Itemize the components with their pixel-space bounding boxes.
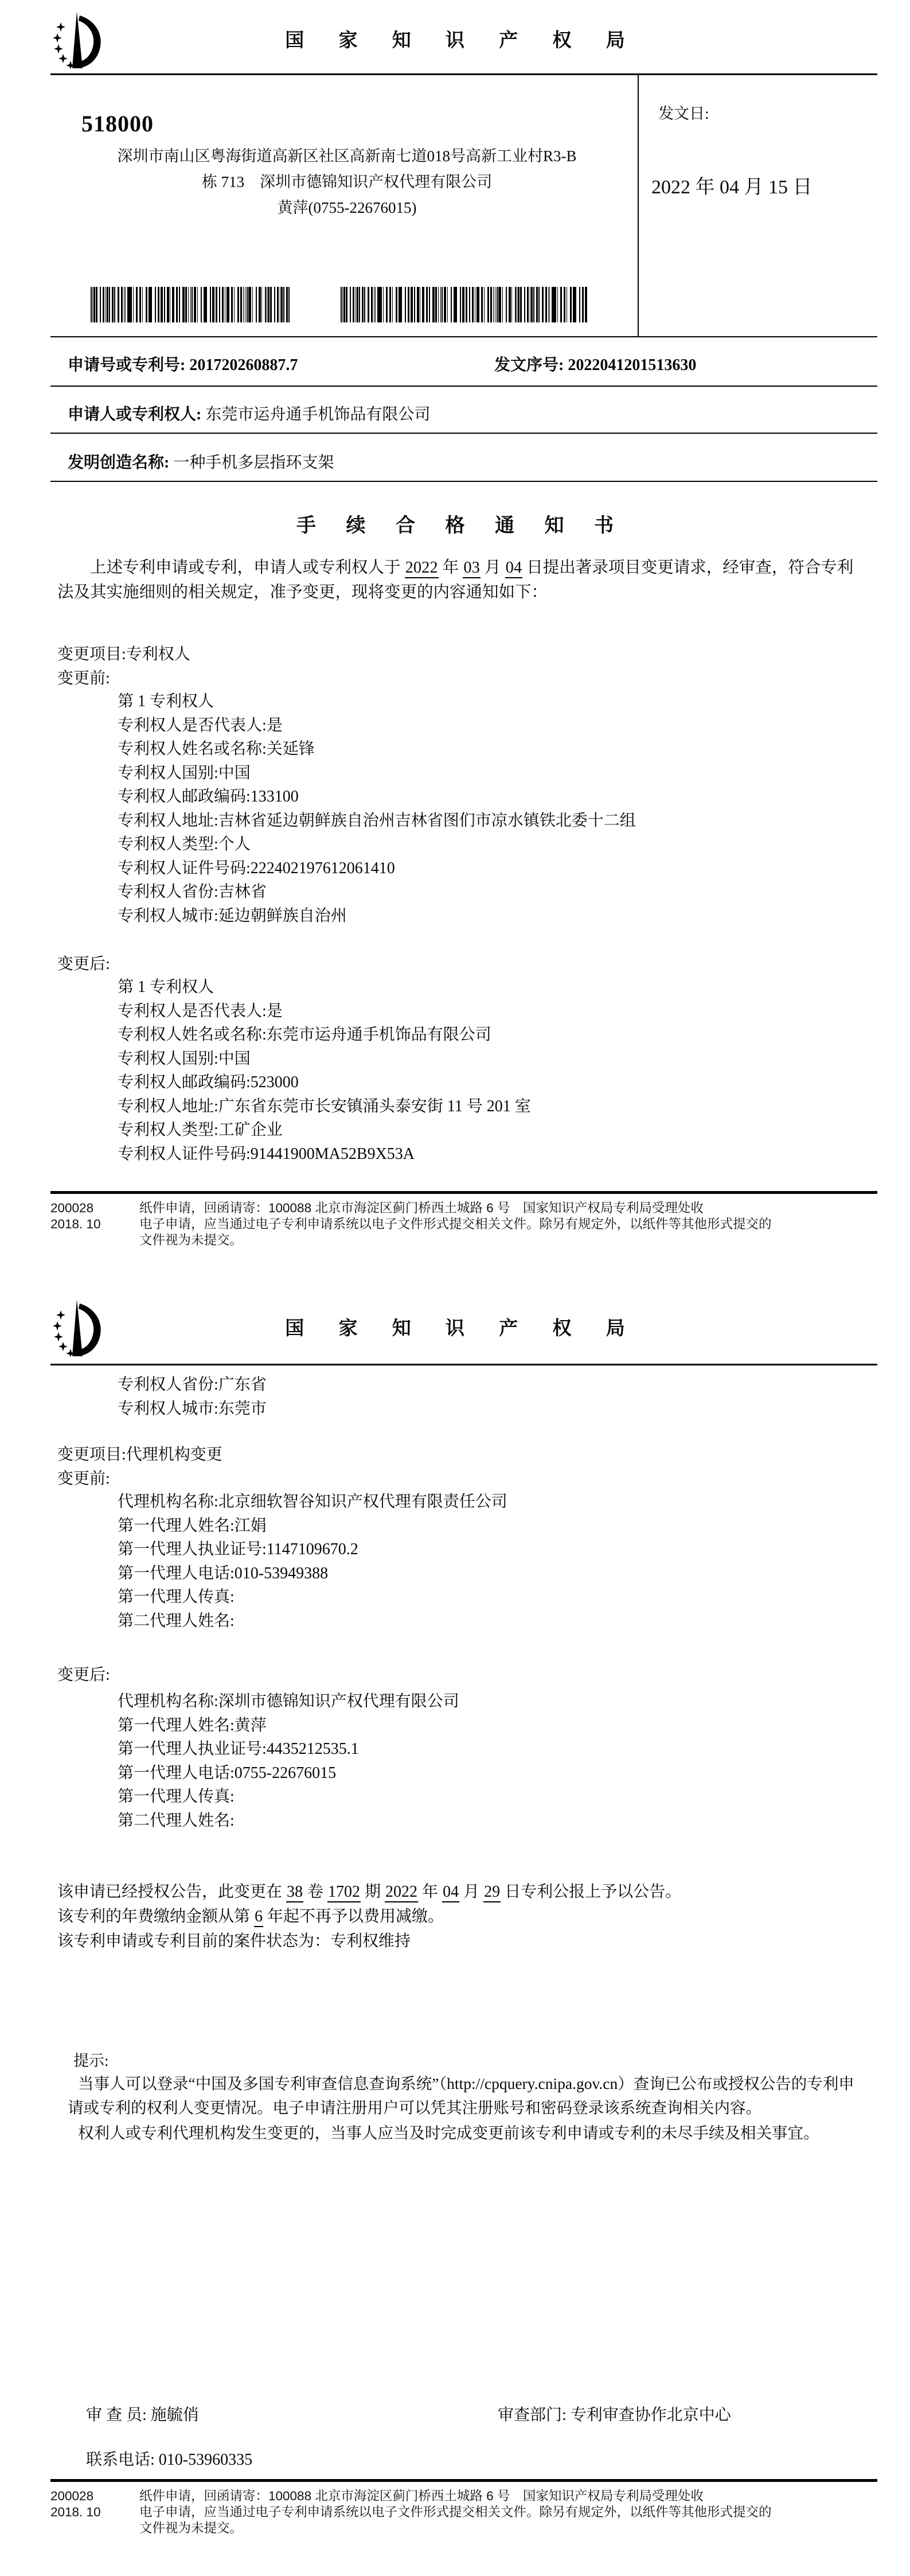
underlined-day: 29 [483, 1883, 501, 1902]
announce-text: 月 [459, 1883, 484, 1901]
fee-line [57, 1904, 444, 1927]
serial-number-label: 发文序号: [494, 356, 568, 374]
field-line: 第一代理人执业证号:1147109670.2 [118, 1540, 358, 1558]
field-line: 第 1 专利权人 [118, 692, 214, 710]
agency-title: 国 家 知 识 产 权 局 [285, 30, 640, 51]
address-line: 深圳市南山区粤海街道高新区社区高新南七道018号高新工业村R3-B [117, 147, 577, 165]
notice-text: 日提出著录项目变更请求，经审查，符合专利法及其实施细则的相关规定，准予变更，现将变更的内容通知如下： [57, 559, 854, 601]
field-line: 第二代理人姓名: [118, 1612, 235, 1630]
field-line: 专利权人类型:个人 [118, 835, 251, 853]
postal-code: 518000 [81, 111, 154, 137]
notice-text: 上述专利申请或专利，申请人或专利权人于 [90, 559, 405, 577]
footer-note [139, 2488, 879, 2536]
field-line: 第一代理人姓名:江娟 [118, 1516, 267, 1535]
before-change-label: 变更前: [57, 670, 110, 687]
footer-code-line: 200028 [50, 1201, 94, 1215]
after-change-fields [118, 1690, 459, 1832]
notice-paragraph [57, 555, 860, 605]
application-number-row [68, 352, 298, 375]
underlined-year: 2022 [385, 1883, 418, 1902]
notice-page-2 [0, 1288, 910, 2576]
underlined-volume: 38 [286, 1883, 303, 1902]
before-change-label: 变更前: [57, 1470, 110, 1488]
footer-code-line: 2018. 10 [50, 2505, 101, 2519]
field-line: 专利权人国别:中国 [118, 1049, 251, 1068]
field-line: 第一代理人传真: [118, 1788, 235, 1805]
field-line: 专利权人姓名或名称:关延锋 [118, 740, 315, 758]
announce-text: 日专利公报上予以公告。 [501, 1883, 682, 1901]
application-number-value: 201720260887.7 [189, 356, 298, 374]
patentee-row [68, 402, 430, 425]
recipient-address [60, 143, 634, 221]
department-row [498, 2402, 731, 2425]
agency-title: 国 家 知 识 产 权 局 [285, 1318, 640, 1339]
notice-text: 月 [480, 559, 505, 577]
announce-text: 期 [361, 1883, 385, 1901]
field-line: 第 1 专利权人 [118, 978, 214, 996]
divider [50, 386, 877, 387]
change-item-line: 变更项目:专利权人 [57, 645, 190, 663]
after-change-fields [118, 975, 531, 1166]
footer-note-line: 纸件申请，回函请寄：100088 北京市海淀区蓟门桥西土城路 6 号 国家知识产权局专利局受理处收 [139, 1201, 704, 1215]
department-label: 审查部门: [498, 2406, 571, 2424]
field-line: 第一代理人电话:0755-22676015 [118, 1764, 337, 1782]
field-line: 专利权人证件号码:91441900MA52B9X53A [118, 1145, 415, 1163]
field-line: 专利权人是否代表人:是 [118, 716, 283, 734]
footer-divider [50, 1191, 877, 1194]
patentee-city-line: 专利权人城市:东莞市 [118, 1400, 267, 1418]
barcode [341, 287, 587, 322]
footer-note-line: 文件视为未提交。 [139, 2521, 243, 2535]
field-line: 专利权人姓名或名称:东莞市运舟通手机饰品有限公司 [118, 1026, 491, 1044]
invention-title-label: 发明创造名称: [68, 454, 174, 472]
examiner-label: 审 查 员: [86, 2406, 151, 2424]
examiner-row [86, 2402, 199, 2425]
field-line: 专利权人省份:吉林省 [118, 883, 267, 901]
fee-text: 年起不再予以费用减缴。 [263, 1908, 444, 1925]
header-divider [50, 1364, 877, 1365]
footer-note-line: 电子申请，应当通过电子专利申请系统以电子文件形式提交相关文件。除另有规定外，以纸件等其他形式提交的 [139, 2505, 772, 2519]
notice-text: 年 [438, 559, 463, 577]
field-line: 专利权人是否代表人:是 [118, 1002, 283, 1020]
announce-text: 年 [418, 1883, 443, 1901]
footer-note-line: 电子申请，应当通过电子专利申请系统以电子文件形式提交相关文件。除另有规定外，以纸件等其他形式提交的 [139, 1217, 772, 1231]
invention-title-value: 一种手机多层指环支架 [173, 454, 334, 472]
tip-paragraph: 当事人可以登录“中国及多国专利审查信息查询系统”（http://cpquery.cnipa.gov.cn）查询已公布或授权公告的专利申请或专利的权利人变更情况。电子申请注册用户可以凭其注册账号和密码登录该系统查询相关内容。 [68, 2075, 854, 2116]
footer-divider [50, 2479, 877, 2482]
vertical-divider [638, 73, 639, 337]
contact-phone-label: 联系电话: [86, 2451, 159, 2469]
underlined-year: 2022 [405, 559, 439, 578]
footer-note-line: 纸件申请，回函请寄：100088 北京市海淀区蓟门桥西土城路 6 号 国家知识产权局专利局受理处收 [139, 2489, 704, 2503]
divider [50, 481, 877, 482]
footer-note-line: 文件视为未提交。 [139, 1233, 243, 1247]
footer-code-line: 2018. 10 [50, 1217, 101, 1231]
serial-number-value: 2022041201513630 [568, 356, 697, 374]
field-line: 代理机构名称:深圳市德锦知识产权代理有限公司 [118, 1692, 459, 1710]
address-line: 栋 713 深圳市德锦知识产权代理有限公司 [201, 173, 493, 190]
underlined-issue: 1702 [327, 1883, 361, 1902]
contact-phone-number: 010-53960335 [158, 2451, 253, 2469]
contact-phone-row [86, 2447, 252, 2470]
field-line: 代理机构名称:北京细软智谷知识产权代理有限责任公司 [118, 1493, 507, 1511]
underlined-month: 03 [463, 559, 481, 578]
announcement-line [57, 1879, 681, 1902]
field-line: 第一代理人执业证号:4435212535.1 [118, 1740, 359, 1758]
underlined-year-number: 6 [254, 1908, 263, 1927]
underlined-month: 04 [442, 1883, 459, 1902]
announce-text: 卷 [303, 1883, 328, 1901]
address-line: 黄萍(0755-22676015) [277, 199, 417, 216]
tips-label: 提示: [73, 2052, 109, 2069]
divider [50, 336, 877, 337]
announce-text: 该申请已经授权公告，此变更在 [57, 1883, 287, 1901]
underlined-day: 04 [505, 559, 523, 578]
barcode [91, 287, 291, 322]
field-line: 专利权人邮政编码:133100 [118, 788, 299, 806]
after-change-label: 变更后: [57, 1666, 110, 1684]
patentee-value: 东莞市运舟通手机饰品有限公司 [205, 406, 431, 423]
field-line: 专利权人地址:广东省东莞市长安镇涌头泰安街 11 号 201 室 [118, 1097, 531, 1115]
serial-number-row [494, 352, 696, 375]
field-line: 专利权人证件号码:222402197612061410 [118, 859, 395, 877]
send-date-value: 2022 年 04 月 15 日 [651, 177, 813, 198]
field-line: 第一代理人姓名:黄萍 [118, 1716, 267, 1734]
field-line: 专利权人邮政编码:523000 [118, 1073, 299, 1091]
application-number-label: 申请号或专利号: [68, 356, 190, 374]
before-change-fields [118, 1490, 507, 1633]
footer-form-code [50, 1200, 101, 1232]
examiner-name: 施毓俏 [150, 2406, 199, 2424]
field-line: 专利权人地址:吉林省延边朝鲜族自治州吉林省图们市凉水镇铁北委十二组 [118, 811, 636, 830]
field-line: 第二代理人姓名: [118, 1811, 235, 1830]
patentee-province-line: 专利权人省份:广东省 [118, 1376, 267, 1394]
case-status-line: 该专利申请或专利目前的案件状态为：专利权维持 [57, 1932, 411, 1950]
field-line: 第一代理人电话:010-53949388 [118, 1564, 329, 1582]
divider [50, 433, 877, 434]
before-change-fields [118, 690, 636, 928]
department-name: 专利审查协作北京中心 [570, 2406, 731, 2424]
change-item-line: 变更项目:代理机构变更 [57, 1446, 222, 1464]
footer-form-code [50, 2488, 101, 2520]
fee-text: 该专利的年费缴纳金额从第 [57, 1908, 255, 1925]
field-line: 专利权人类型:工矿企业 [118, 1121, 283, 1139]
field-line: 第一代理人传真: [118, 1588, 235, 1606]
patentee-label: 申请人或专利权人: [68, 406, 206, 423]
footer-code-line: 200028 [50, 2489, 94, 2503]
tip-paragraph: 权利人或专利代理机构发生变更的，当事人应当及时完成变更前该专利申请或专利的未尽手续及相关事宜。 [78, 2124, 819, 2142]
field-line: 专利权人国别:中国 [118, 764, 251, 782]
after-change-label: 变更后: [57, 955, 110, 973]
footer-note [139, 1200, 879, 1248]
field-line: 专利权人城市:延边朝鲜族自治州 [118, 906, 347, 925]
invention-title-row [68, 450, 334, 473]
document-title: 手 续 合 格 通 知 书 [296, 515, 626, 536]
send-date-label: 发文日: [658, 105, 709, 122]
header-divider [50, 73, 877, 75]
